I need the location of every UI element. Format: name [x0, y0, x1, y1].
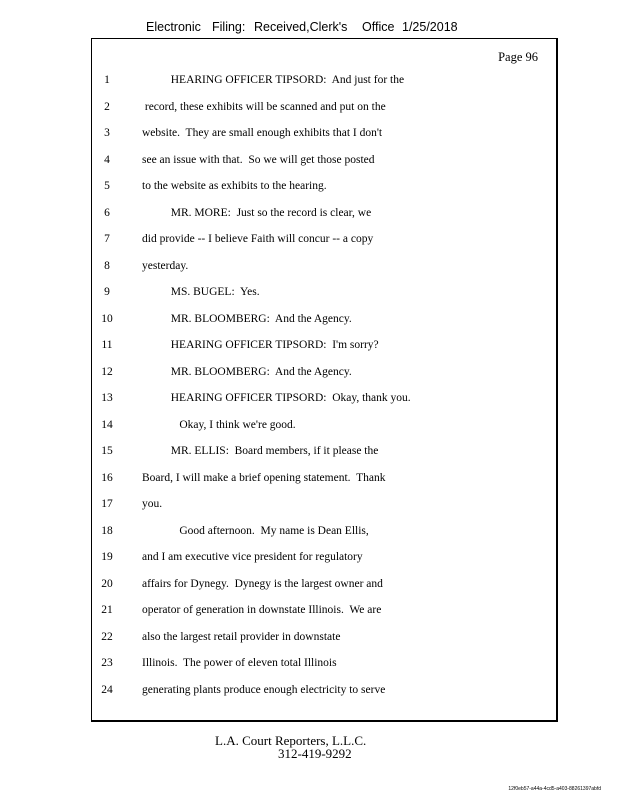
transcript-line: [0, 337, 618, 353]
line-number: 22: [101, 630, 113, 643]
line-text: Okay, I think we're good.: [142, 418, 296, 431]
line-number: 21: [101, 604, 113, 616]
transcript-line: [0, 205, 618, 221]
transcript-line: [0, 258, 618, 274]
line-number: 16: [101, 471, 113, 484]
transcript-line: [0, 125, 618, 141]
line-text: affairs for Dynegy. Dynegy is the largest owner and: [142, 577, 383, 590]
line-number: 7: [104, 233, 110, 245]
line-text: Good afternoon. My name is Dean Ellis,: [142, 524, 369, 537]
line-number: 2: [104, 100, 110, 113]
line-text: also the largest retail provider in downstate: [142, 630, 341, 643]
line-number: 10: [101, 312, 113, 325]
line-number: 17: [101, 498, 113, 510]
transcript-line: [0, 655, 618, 671]
line-number: 14: [101, 418, 113, 431]
header-electronic: Electronic: [146, 20, 201, 34]
line-number: 19: [101, 551, 113, 563]
header-filing: Filing:: [212, 20, 246, 34]
line-text: see an issue with that. So we will get those posted: [142, 153, 375, 166]
line-text: HEARING OFFICER TIPSORD: Okay, thank you.: [142, 392, 411, 404]
transcript-line: [0, 629, 618, 645]
line-text: MS. BUGEL: Yes.: [142, 286, 260, 298]
transcript-line: [0, 682, 618, 698]
transcript-line: [0, 390, 618, 406]
line-text: you.: [142, 498, 163, 510]
transcript-line: [0, 602, 618, 618]
line-number: 9: [104, 286, 110, 298]
line-number: 15: [101, 445, 113, 457]
reporter-phone-number: 312-419-9292: [278, 746, 352, 761]
line-number: 18: [101, 524, 113, 537]
transcript-line: [0, 417, 618, 433]
document-id: 12f0eb57-a44a-4cd5-a403-88261397abfd: [508, 786, 601, 792]
header-received-clerks: Received,Clerk's: [254, 20, 348, 34]
line-number: 5: [104, 180, 110, 192]
line-text: MR. ELLIS: Board members, if it please the: [142, 445, 379, 457]
line-text: HEARING OFFICER TIPSORD: I'm sorry?: [142, 339, 379, 351]
transcript-line: [0, 99, 618, 115]
line-text: MR. BLOOMBERG: And the Agency.: [142, 312, 352, 325]
transcript-line: [0, 152, 618, 168]
line-text: website. They are small enough exhibits that I don't: [142, 127, 383, 139]
line-text: MR. BLOOMBERG: And the Agency.: [142, 365, 352, 378]
transcript-line: [0, 549, 618, 565]
line-number: 8: [104, 259, 110, 272]
line-text: MR. MORE: Just so the record is clear, we: [142, 206, 372, 219]
line-number: 11: [101, 339, 113, 351]
line-number: 4: [104, 153, 110, 166]
line-number: 3: [104, 127, 110, 139]
transcript-line: [0, 284, 618, 300]
transcript-line: [0, 311, 618, 327]
transcript-line: [0, 364, 618, 380]
line-text: Illinois. The power of eleven total Illinois: [142, 657, 337, 669]
line-number: 20: [101, 577, 113, 590]
reporter-company-name: L.A. Court Reporters, L.L.C.: [215, 733, 367, 748]
line-text: to the website as exhibits to the hearing.: [142, 180, 327, 192]
header-office: Office: [362, 20, 395, 34]
page-number: Page 96: [498, 50, 538, 64]
line-number: 23: [101, 657, 113, 669]
line-text: generating plants produce enough electricity to serve: [142, 683, 386, 696]
line-text: and I am executive vice president for regulatory: [142, 551, 363, 563]
transcript-line: [0, 523, 618, 539]
filing-header: [0, 19, 618, 35]
line-text: HEARING OFFICER TIPSORD: And just for the: [142, 74, 405, 86]
line-number: 6: [104, 206, 110, 219]
transcript-line: [0, 72, 618, 88]
transcript-line: [0, 178, 618, 194]
transcript-line: [0, 496, 618, 512]
transcript-line: [0, 443, 618, 459]
line-number: 1: [104, 74, 110, 86]
line-text: did provide -- I believe Faith will concur -- a copy: [142, 233, 374, 245]
line-text: record, these exhibits will be scanned and put on the: [142, 100, 386, 113]
transcript-line: [0, 470, 618, 486]
transcript-line: [0, 231, 618, 247]
line-number: 12: [101, 365, 113, 378]
line-number: 24: [101, 683, 113, 696]
transcript-line: [0, 576, 618, 592]
line-text: Board, I will make a brief opening statement. Thank: [142, 471, 386, 484]
header-date: 1/25/2018: [402, 20, 458, 34]
line-text: yesterday.: [142, 259, 189, 272]
line-text: operator of generation in downstate Illinois. We are: [142, 604, 382, 616]
line-number: 13: [101, 392, 113, 404]
